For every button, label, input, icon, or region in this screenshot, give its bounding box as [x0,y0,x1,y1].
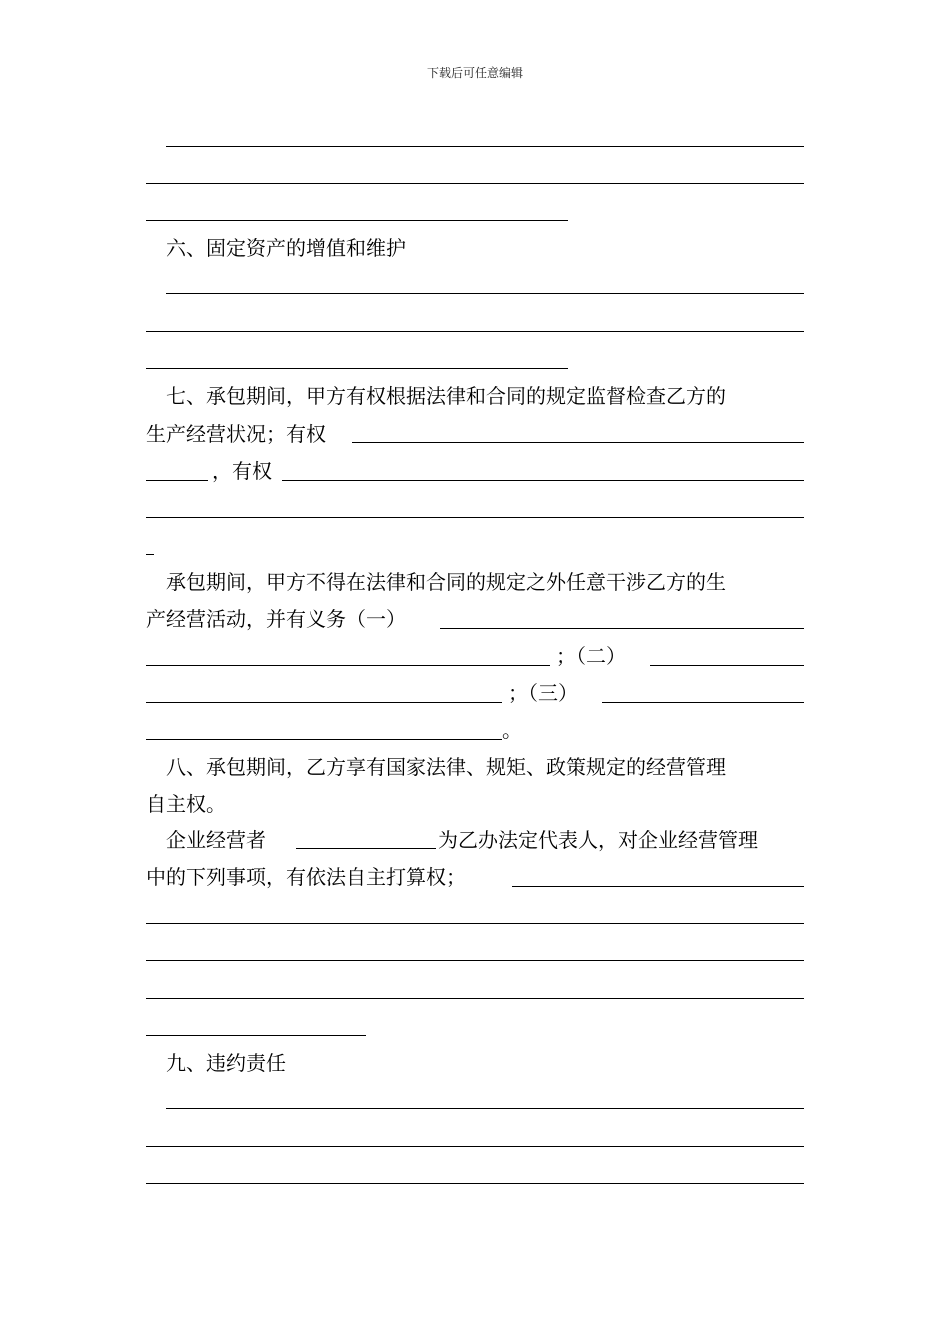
section-7-line-2-text: 生产经营状况；有权 [146,422,326,446]
blank-line[interactable] [512,886,804,887]
blank-line[interactable] [146,1035,366,1036]
page-header: 下载后可任意编辑 [426,66,523,80]
blank-line[interactable] [146,739,502,740]
section-7-line-1: 七、承包期间，甲方有权根据法律和合同的规定监督检查乙方的 [166,384,726,408]
blank-line[interactable] [166,293,804,294]
blank-line[interactable] [166,1108,804,1109]
blank-line[interactable] [146,923,804,924]
blank-line[interactable] [146,220,568,221]
period: 。 [502,718,522,742]
blank-line[interactable] [146,517,804,518]
blank-line[interactable] [296,848,436,849]
item-2-label: ；（二） [556,644,626,668]
section-8-p2-part-1: 企业经营者 [166,828,266,852]
section-9-heading: 九、违约责任 [166,1051,286,1075]
blank-line[interactable] [146,702,502,703]
blank-line[interactable] [352,442,804,443]
blank-line[interactable] [282,480,804,481]
blank-line[interactable] [602,702,804,703]
blank-line[interactable] [146,665,550,666]
section-7-line-3-text: ，有权 [212,459,272,483]
blank-line[interactable] [146,183,804,184]
blank-line[interactable] [146,960,804,961]
section-7-p2-line-1: 承包期间，甲方不得在法律和合同的规定之外任意干涉乙方的生 [166,570,726,594]
blank-line[interactable] [146,331,804,332]
blank-line[interactable] [146,1146,804,1147]
item-3-label: ；（三） [508,681,578,705]
blank-line[interactable] [146,368,568,369]
section-6-heading: 六、固定资产的增值和维护 [166,236,406,260]
blank-line[interactable] [440,628,804,629]
section-8-p2-part-2: 为乙办法定代表人，对企业经营管理 [438,828,758,852]
blank-line[interactable] [146,998,804,999]
section-8-line-1: 八、承包期间，乙方享有国家法律、规矩、政策规定的经营管理 [166,755,726,779]
blank-line[interactable] [146,1183,804,1184]
blank-line[interactable] [146,480,208,481]
blank-line[interactable] [650,665,804,666]
section-8-line-2: 自主权。 [146,792,226,816]
blank-line[interactable] [146,554,154,555]
section-8-p2-line-2-text: 中的下列事项，有依法自主打算权； [146,865,466,889]
section-7-p2-line-2-text: 产经营活动，并有义务（一） [146,607,406,631]
blank-line[interactable] [166,146,804,147]
